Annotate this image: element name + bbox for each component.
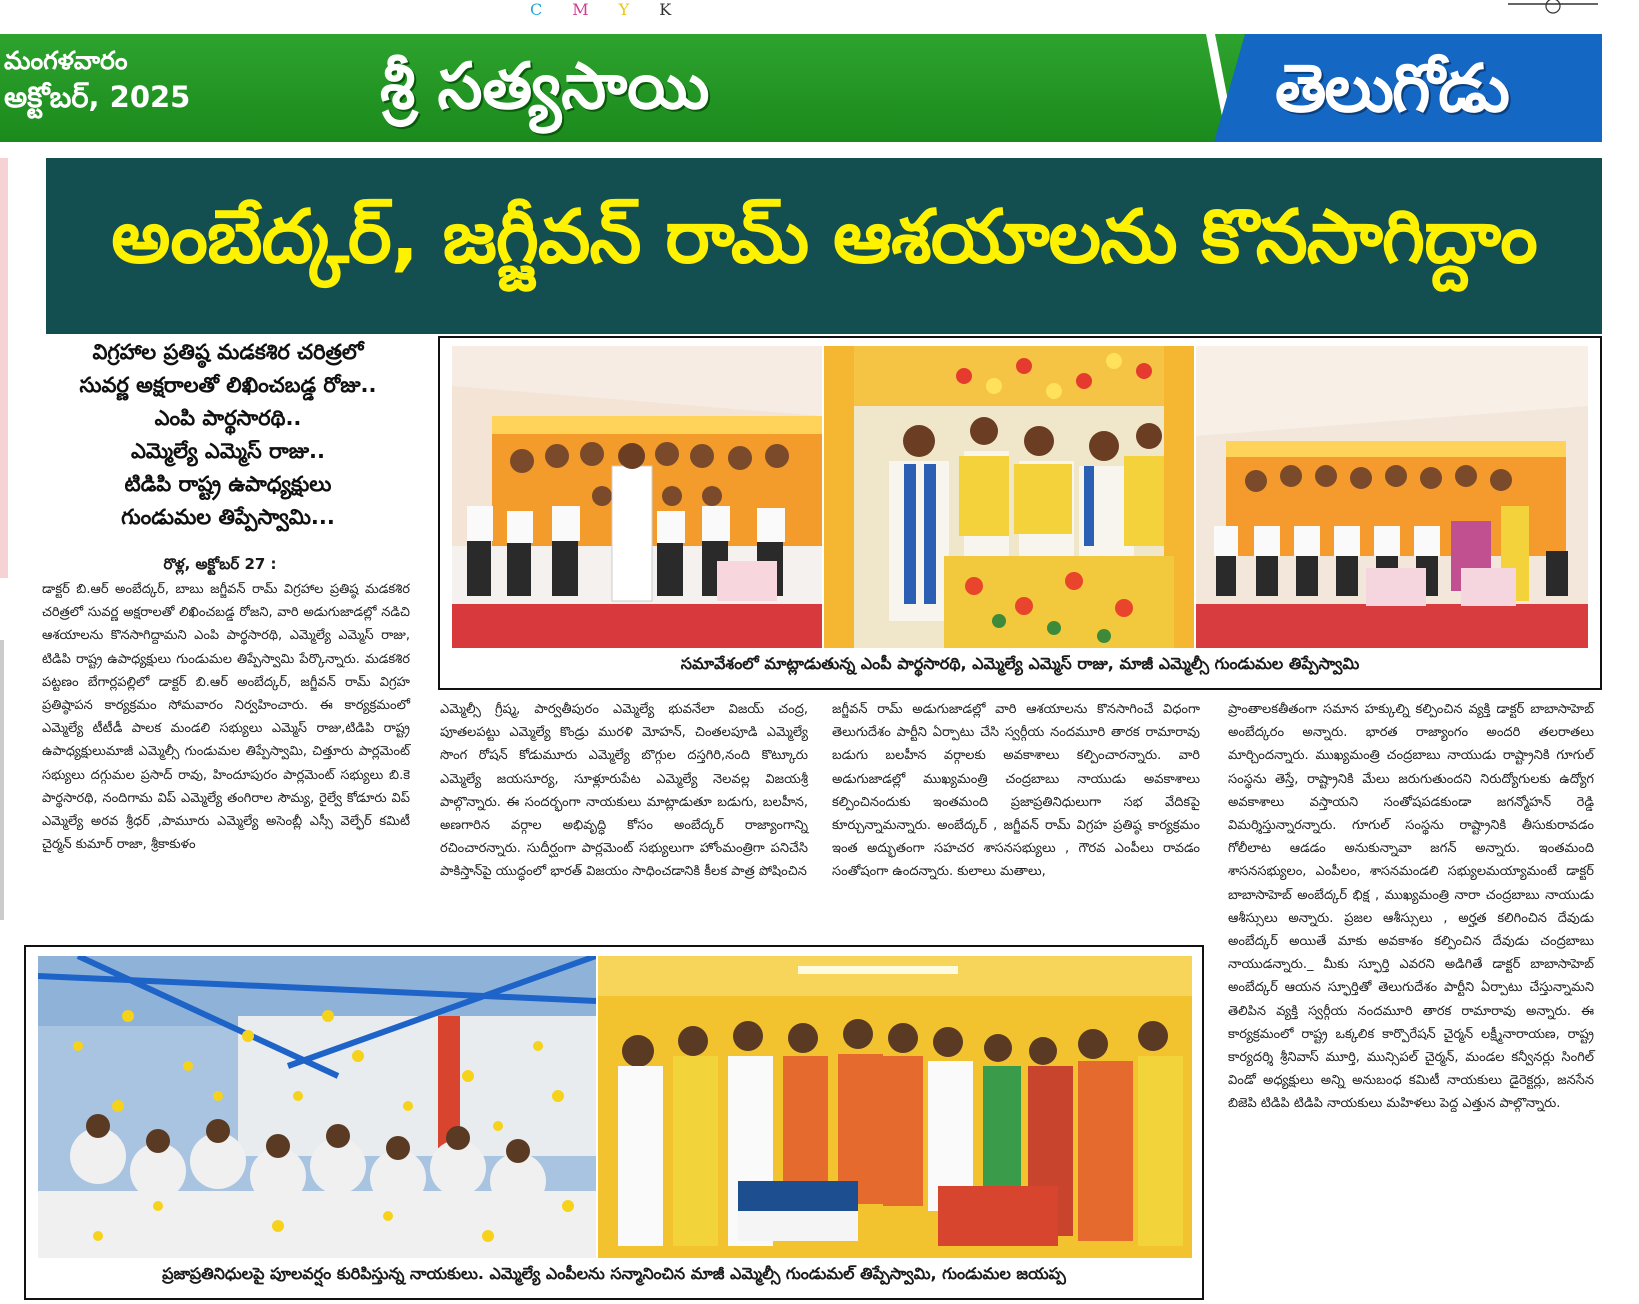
subhead-line: గుండుమల తిప్పేస్వామి... [121,505,335,529]
felicitation-photo [598,956,1192,1258]
stage-photo-leaders [824,346,1194,648]
subhead-line: సువర్ణ అక్షరాలతో లిఖించబడ్డ రోజు.. [79,373,377,397]
subhead-line: విగ్రహాల ప్రతిష్ఠ మడకశిర చరిత్రలో [92,340,364,364]
article-column-2: ఎమ్మెల్సీ గ్రీష్మ, పార్వతీపురం ఎమ్మెల్యే భువనేలా విజయ్ చంద్ర, పూతలపట్టు ఎమ్మెల్యే కొండ్రు మురళి మోహన్, చింతలపూడి ఎమ్మెల్యే సొంగ రోషన్ కోడుమూరు ఎమ్మెల్యే బొగ్గుల దస్తగిరి,నంది కొట్కూరు ఎమ్మెల్యే జయసూర్య, సూళ్లూరుపేట ఎమ్మెల్యే నెలవల్ల విజయశ్రీ పాల్గొన్నారు. ఈ సందర్భంగా నాయకులు మాట్లాడుతూ బడుగు, బలహీన, అణగారిన వర్గాల అభివృద్ధి కోసం అంబేద్కర్ రాజ్యాంగాన్ని రచించారన్నారు. సుదీర్ఘంగా పార్లమెంట్ సభ్యులుగా హోంమంత్రిగా పనిచేసి పాకిస్తాన్‌పై యుద్ధంలో భారత్ విజయం సాధించడానికి కీలక పాత్ర పోషించిన [440,702,808,880]
flower-shower-photo [38,956,596,1258]
issue-day: మంగళవారం [4,46,128,75]
article-column-3: జగ్జీవన్ రామ్ అడుగుజాడల్లో వారి ఆశయాలను కొనసాగించే విధంగా తెలుగుదేశం పార్టీని ఏర్పాటు చేసి స్వర్గీయ నందమూరి తారక రామారావు బడుగు బలహీన వర్గాలకు అవకాశాలు కల్పించారన్నారు. వారి అడుగుజాడల్లో ముఖ్యమంత్రి చంద్రబాబు నాయుడు అవకాశాలు కల్పించినందుకు ఇంతమంది ప్రజాప్రతినిధులుగా సభ వేదికపై కూర్చున్నామన్నారు. అంబేద్కర్ , జగ్జీవన్ రామ్ విగ్రహ ప్రతిష్ఠ కార్యక్రమం ఇంత అద్భుతంగా సహచర శాసనసభ్యులు , గౌరవ ఎంపీలు రావడం సంతోషంగా ఉందన్నారు. కులాలు మతాలు, [832,702,1200,880]
bottom-photo-caption: ప్రజాప్రతినిధులపై పూలవర్షం కురిపిస్తున్న నాయకులు. ఎమ్మెల్యే ఎంపీలను సన్మానించిన మాజీ ఎమ్మెల్సీ గుండుమల్ తిప్పేస్వామి, గుండుమల జయప్ప [162,1264,1066,1283]
dateline: రొళ్ల, అక్టోబర్ 27 : [163,555,277,573]
page-edge-rule [0,640,4,920]
newspaper-logo: తెలుగోడు [1275,50,1508,127]
stage-photo-wide [1196,346,1588,648]
top-photo-caption: సమావేశంలో మాట్లాడుతున్న ఎంపీ పార్థసారథి, ఎమ్మెల్యే ఎమ్మెస్ రాజు, మాజీ ఎమ్మెల్సీ గుండుమల తిప్పేస్వామి [680,654,1360,673]
headline: అంబేద్కర్, జగ్జీవన్ రామ్ ఆశయాలను కొనసాగిద్దాం [111,194,1537,280]
subheadline [28,336,428,534]
issue-date [4,44,190,116]
issue-date-text: అక్టోబర్, 2025 [4,80,191,114]
district-title: శ్రీ సత్యసాయి [380,49,710,124]
article-column-4: ప్రాంతాలకతీతంగా సమాన హక్కుల్ని కల్పించిన వ్యక్తి డాక్టర్ బాబాసాహెబ్ అంబేద్కరం అన్నారు. భారత రాజ్యాంగం అందరి తలరాతలు మార్చిందన్నారు. ముఖ్యమంత్రి చంద్రబాబు నాయుడు రాష్ట్రానికి గూగుల్ సంస్థను తెస్తే, రాష్ట్రానికి మేలు జరుగుతుందని నిరుద్యోగులకు ఉద్యోగ అవకాశాలు వస్తాయని సంతోషపడకుండా జగన్మోహన్ రెడ్డి విమర్శిస్తున్నారన్నారు. గూగుల్ సంస్థను రాష్ట్రానికి తీసుకురావడం గోలీలాట ఆడడం అనుకున్నావా జగన్ అన్నారు. ఇంతమంది శాసనసభ్యులం, ఎంపీలం, శాసనమండలి సభ్యులమయ్యామంటే డాక్టర్ బాబాసాహెబ్ అంబేద్కర్ భిక్ష , ముఖ్యమంత్రి నారా చంద్రబాబు నాయుడు ఆశీస్సులు అన్నారు. ప్రజల ఆశీస్సులు , అర్హత కలిగించిన దేవుడు అంబేద్కర్ అయితే మాకు అవకాశం కల్పించిన దేవుడు చంద్రబాబు నాయుడన్నారు._ మీకు స్ఫూర్తి ఎవరని అడిగితే డాక్టర్ బాబాసాహెబ్ అంబేద్కర్ ఆయన స్ఫూర్తితో తెలుగుదేశం పార్టీని ఏర్పాటు చేస్తున్నామని తెలిపిన వ్యక్తి స్వర్గీయ నందమూరి తారక రామారావు అన్నారు. ఈ కార్యక్రమంలో రాష్ట్ర ఒక్కలిక కార్పొరేషన్ చైర్మన్ లక్ష్మీనారాయణ, రాష్ట్ర కార్యదర్శి శ్రీనివాస్ మూర్తి, మున్సిపల్ చైర్మన్, మండల కన్వీనర్లు సింగిల్ విండో అధ్యక్షులు అన్ని అనుబంధ కమిటీ నాయకులు డైరెక్టర్లు, జనసేన బిజెపి టిడిపి టిడిపి నాయకులు మహిళలు పెద్ద ఎత్తున పాల్గొన్నారు. [1228,702,1594,1112]
registration-mark-icon [1508,0,1598,14]
article-column-1: డాక్టర్ బి.ఆర్ అంబేద్కర్, బాబు జగ్జీవన్ రామ్ విగ్రహాల ప్రతిష్ఠ మడకశిర చరిత్రలో సువర్ణ అక్షరాలతో లిఖించబడ్డ రోజని, వారి అడుగుజాడల్లో నడిచి ఆశయాలను కొనసాగిద్దామని ఎంపి పార్థసారథి, ఎమ్మెల్యే ఎమ్మెస్ రాజు, టిడిపి రాష్ట్ర ఉపాధ్యక్షులు గుండుమల తిప్పేస్వామి పేర్కొన్నారు. మడకశిర పట్టణం బేగార్లపల్లిలో డాక్టర్ బి.ఆర్ అంబేద్కర్, జగ్జీవన్ రామ్ విగ్రహ ప్రతిష్ఠాపన కార్యక్రమం సోమవారం నిర్వహించారు. ఈ కార్యక్రమంలో ఎమ్మెల్యే టీటీడీ పాలక మండలి సభ్యులు ఎమ్మెస్ రాజు,టిడిపి రాష్ట్ర ఉపాధ్యక్షులుమాజీ ఎమ్మెల్సీ గుండుమల తిప్పేస్వామి, చిత్తూరు పార్లమెంట్ సభ్యులు దగ్గుమల ప్రసాద్ రావు, హిందూపురం పార్లమెంట్ సభ్యులు బి.కె పార్థసారథి, నందిగామ విప్ ఎమ్మెల్యే తంగిరాల సౌమ్య, రైల్వే కోడూరు విప్ ఎమ్మెల్యే అరవ శ్రీధర్ ,పామూరు ఎమ్మెల్యే అసెంబ్లీ ఎస్సీ వెల్ఫేర్ కమిటీ చైర్మన్ కుమార్ రాజా, శ్రీకాకుళం [42,582,410,853]
print-color-marks: CMYK [530,0,702,19]
subhead-line: టిడిపి రాష్ట్ర ఉపాధ్యక్షులు [124,472,332,496]
stage-photo-speech [452,346,822,648]
subhead-line: ఎమ్మెల్యే ఎమ్మెస్ రాజు.. [131,439,325,463]
page-edge-strip [0,158,8,578]
subhead-line: ఎంపి పార్థసారథి.. [154,406,302,430]
